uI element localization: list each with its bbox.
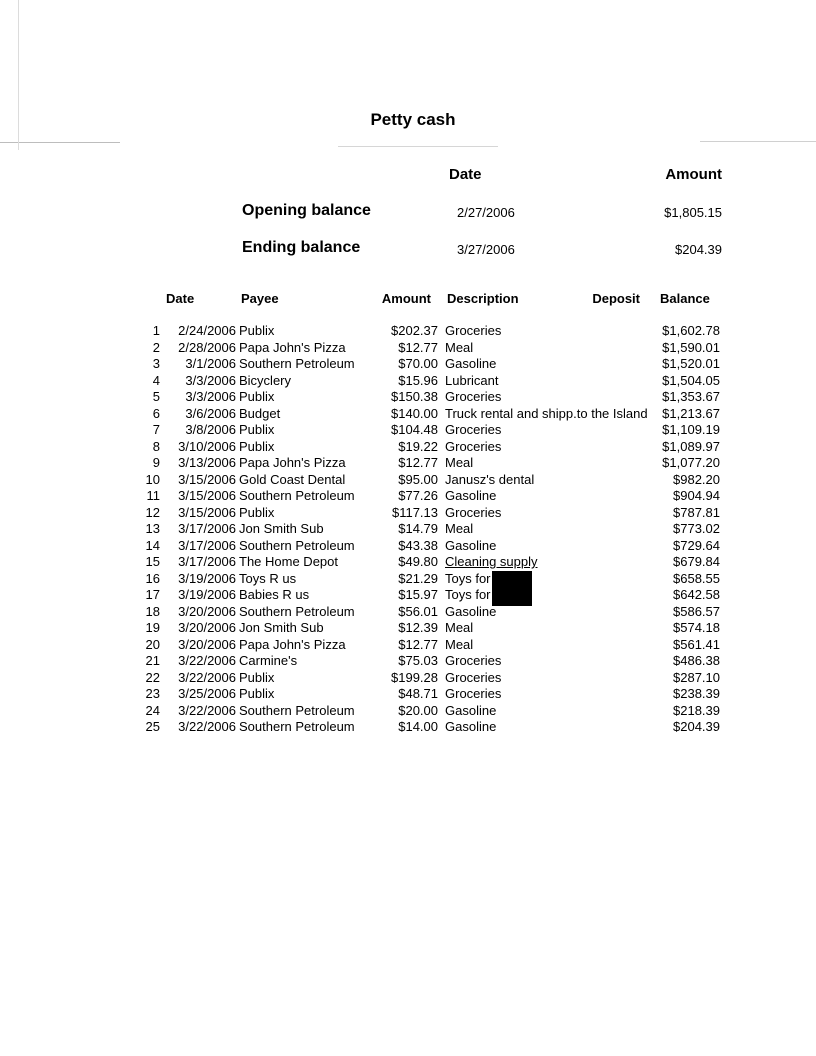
table-row: [0, 604, 816, 621]
row-balance: $1,590.01: [662, 339, 720, 355]
row-description: [445, 653, 501, 670]
table-row: [0, 406, 816, 423]
row-payee: Carmine's: [239, 653, 298, 668]
row-date: 3/19/2006: [178, 587, 236, 602]
row-amount: $70.00: [398, 356, 438, 371]
row-payee: Southern Petroleum: [239, 603, 355, 619]
row-balance: $679.84: [673, 554, 720, 569]
row-payee: Publix: [239, 438, 275, 454]
row-amount: $12.77: [398, 339, 438, 355]
row-description: [445, 488, 496, 505]
row-number: 20: [145, 636, 160, 652]
row-balance: $1,602.78: [662, 323, 720, 338]
row-date: 3/22/2006: [178, 653, 236, 668]
row-description-text: Groceries: [445, 686, 502, 701]
row-number: 21: [145, 653, 160, 668]
row-amount: $15.97: [398, 587, 438, 602]
row-number: 19: [145, 620, 160, 635]
row-date: 3/3/2006: [185, 389, 236, 404]
table-row: [0, 686, 816, 703]
row-balance: $561.41: [673, 636, 720, 652]
row-balance: $204.39: [673, 719, 720, 734]
row-balance: $1,520.01: [662, 356, 720, 371]
row-balance: $574.18: [673, 620, 720, 635]
table-row: [0, 587, 816, 604]
ledger-rows: [0, 323, 816, 736]
row-description-text: Groceries: [445, 653, 502, 668]
row-amount: $56.01: [398, 603, 438, 619]
row-amount: $14.79: [398, 521, 438, 536]
row-number: 12: [145, 504, 160, 520]
row-description-text: Meal: [445, 339, 474, 355]
row-amount: $150.38: [391, 389, 438, 404]
row-date: 3/3/2006: [185, 372, 236, 388]
table-row: [0, 637, 816, 654]
row-description-text: Groceries: [445, 389, 502, 404]
page-title: Petty cash: [370, 110, 456, 129]
row-description-text: Meal: [445, 521, 474, 536]
row-date: 3/22/2006: [178, 669, 236, 685]
summary-date-header: Date: [449, 166, 482, 183]
row-description: [445, 637, 473, 654]
row-number: 23: [145, 686, 160, 701]
row-amount: $75.03: [398, 653, 438, 668]
row-number: 24: [145, 702, 160, 718]
row-balance: $1,077.20: [662, 455, 720, 470]
row-payee: Publix: [239, 422, 275, 437]
header-amount: Amount: [381, 291, 431, 306]
row-amount: $140.00: [391, 405, 438, 421]
row-date: 3/6/2006: [185, 405, 236, 421]
row-date: 2/24/2006: [178, 323, 236, 338]
row-description-text: Truck rental and shipp.to the Island: [445, 405, 648, 421]
row-payee: Southern Petroleum: [239, 702, 355, 718]
row-balance: $486.38: [673, 653, 720, 668]
row-description: [445, 670, 501, 687]
row-date: 3/25/2006: [178, 686, 236, 701]
table-row: [0, 323, 816, 340]
row-payee: Jon Smith Sub: [239, 521, 324, 536]
row-description-text: Gasoline: [445, 356, 497, 371]
table-row: [0, 538, 816, 555]
row-description: [445, 373, 498, 390]
header-balance: Balance: [660, 291, 710, 306]
row-balance: $1,353.67: [662, 389, 720, 404]
table-row: [0, 488, 816, 505]
row-description-text: Meal: [445, 620, 474, 635]
row-description: [445, 323, 501, 340]
row-description-text: Groceries: [445, 669, 502, 685]
row-date: 3/1/2006: [185, 356, 236, 371]
row-description: [445, 521, 473, 538]
row-date: 3/17/2006: [178, 554, 236, 569]
row-description: [445, 439, 501, 456]
row-number: 22: [145, 669, 160, 685]
header-date: Date: [166, 291, 195, 306]
row-payee: Papa John's Pizza: [239, 455, 346, 470]
row-payee: Budget: [239, 405, 281, 421]
row-amount: $20.00: [398, 702, 438, 718]
row-number: 11: [146, 488, 160, 503]
ending-balance-label: Ending balance: [242, 239, 361, 256]
row-description: [445, 686, 501, 703]
row-balance: $1,213.67: [662, 405, 720, 421]
row-number: 17: [145, 587, 160, 602]
row-description-text: Meal: [445, 455, 474, 470]
row-number: 9: [152, 455, 160, 470]
table-row: [0, 389, 816, 406]
row-description: [445, 455, 473, 472]
row-number: 13: [145, 521, 160, 536]
row-number: 4: [152, 372, 160, 388]
row-number: 2: [152, 339, 160, 355]
row-balance: $982.20: [673, 471, 720, 487]
row-description-text: Groceries: [445, 422, 502, 437]
row-balance: $904.94: [673, 488, 720, 503]
row-payee: Southern Petroleum: [239, 537, 355, 553]
row-date: 3/15/2006: [178, 488, 236, 503]
summary-amount-header: Amount: [665, 166, 722, 183]
row-number: 25: [145, 719, 160, 734]
table-row: [0, 505, 816, 522]
row-number: 7: [152, 422, 160, 437]
row-description: [445, 620, 473, 637]
row-amount: $15.96: [398, 372, 438, 388]
row-payee: Publix: [239, 669, 275, 685]
row-description-text: Lubricant: [445, 372, 499, 388]
row-description-text: Groceries: [445, 323, 502, 338]
row-balance: $658.55: [673, 570, 720, 586]
opening-balance-amount: $1,805.15: [664, 205, 722, 220]
row-description: [445, 538, 496, 555]
scan-artifact-line: [700, 141, 816, 142]
row-description-text: Groceries: [445, 438, 502, 454]
row-balance: $773.02: [673, 521, 720, 536]
row-payee: Southern Petroleum: [239, 488, 355, 503]
row-balance: $1,109.19: [662, 422, 720, 437]
row-description: [445, 340, 473, 357]
row-date: 2/28/2006: [178, 339, 236, 355]
row-amount: $95.00: [398, 471, 438, 487]
row-description-text: Gasoline: [445, 488, 497, 503]
row-balance: $238.39: [673, 686, 720, 701]
row-date: 3/15/2006: [178, 504, 236, 520]
row-payee: Jon Smith Sub: [239, 620, 324, 635]
table-row: [0, 719, 816, 736]
row-date: 3/20/2006: [178, 620, 236, 635]
row-number: 14: [145, 537, 160, 553]
row-description: [445, 356, 496, 373]
row-description-text: Cleaning supply: [445, 554, 538, 569]
row-number: 10: [145, 471, 160, 487]
row-date: 3/17/2006: [178, 537, 236, 553]
row-description: [445, 604, 496, 621]
row-date: 3/20/2006: [178, 603, 236, 619]
row-date: 3/15/2006: [178, 471, 236, 487]
ledger-table: [0, 291, 816, 736]
row-amount: $12.39: [398, 620, 438, 635]
table-row: [0, 439, 816, 456]
table-row: [0, 356, 816, 373]
row-amount: $117.13: [391, 504, 438, 520]
row-number: 3: [152, 356, 160, 371]
table-row: [0, 521, 816, 538]
header-payee: Payee: [241, 291, 279, 306]
opening-balance-label: Opening balance: [242, 202, 371, 219]
row-balance: $1,504.05: [662, 372, 720, 388]
row-amount: $77.26: [398, 488, 438, 503]
row-date: 3/20/2006: [178, 636, 236, 652]
table-row: [0, 670, 816, 687]
row-description-text: Gasoline: [445, 537, 497, 553]
row-date: 3/22/2006: [178, 719, 236, 734]
row-balance: $218.39: [673, 702, 720, 718]
row-amount: $104.48: [391, 422, 438, 437]
row-amount: $49.80: [398, 554, 438, 569]
row-date: 3/8/2006: [185, 422, 236, 437]
row-number: 8: [152, 438, 160, 454]
table-row: [0, 703, 816, 720]
row-payee: Toys R us: [239, 570, 297, 586]
row-payee: Publix: [239, 389, 275, 404]
row-amount: $14.00: [398, 719, 438, 734]
row-description-text: Groceries: [445, 504, 502, 520]
table-row: [0, 653, 816, 670]
table-row: [0, 373, 816, 390]
row-description: [445, 554, 538, 571]
row-description: [445, 389, 501, 406]
row-amount: $19.22: [398, 438, 438, 454]
ending-balance-date: 3/27/2006: [457, 242, 515, 257]
row-date: 3/19/2006: [178, 570, 236, 586]
row-payee: Publix: [239, 504, 275, 520]
table-row: [0, 455, 816, 472]
row-payee: Publix: [239, 686, 275, 701]
row-amount: $48.71: [398, 686, 438, 701]
row-date: 3/22/2006: [178, 702, 236, 718]
row-amount: $202.37: [391, 323, 438, 338]
row-description-text: Janusz's dental: [445, 471, 535, 487]
row-amount: $12.77: [398, 455, 438, 470]
table-row: [0, 472, 816, 489]
row-balance: $642.58: [673, 587, 720, 602]
row-description: [445, 422, 501, 439]
row-description: [445, 505, 501, 522]
row-date: 3/10/2006: [178, 438, 236, 454]
row-description-text: Meal: [445, 636, 474, 652]
row-payee: The Home Depot: [239, 554, 338, 569]
scan-artifact-line: [338, 146, 498, 147]
row-payee: Publix: [239, 323, 275, 338]
row-payee: Papa John's Pizza: [239, 339, 346, 355]
row-balance: $287.10: [673, 669, 720, 685]
row-payee: Southern Petroleum: [239, 356, 355, 371]
row-balance: $729.64: [673, 537, 720, 553]
row-payee: Bicyclery: [239, 372, 292, 388]
row-balance: $1,089.97: [662, 438, 720, 454]
row-amount: $12.77: [398, 636, 438, 652]
row-payee: Southern Petroleum: [239, 719, 355, 734]
row-description-text: Gasoline: [445, 603, 497, 619]
row-number: 6: [152, 405, 160, 421]
header-deposit: Deposit: [592, 291, 640, 306]
row-date: 3/17/2006: [178, 521, 236, 536]
row-number: 16: [145, 570, 160, 586]
row-description-text: Gasoline: [445, 719, 497, 734]
row-payee: Gold Coast Dental: [239, 471, 346, 487]
table-row: [0, 340, 816, 357]
row-description-text: Gasoline: [445, 702, 497, 718]
row-description-text: Toys for: [445, 587, 491, 602]
header-description: Description: [447, 291, 519, 306]
row-amount: $43.38: [398, 537, 438, 553]
row-description: [445, 719, 496, 736]
row-description-text: Toys for: [445, 570, 491, 586]
table-row: [0, 620, 816, 637]
ending-balance-amount: $204.39: [675, 242, 722, 257]
row-amount: $199.28: [391, 669, 438, 685]
row-number: 18: [145, 603, 160, 619]
ledger-header-row: [0, 291, 816, 309]
row-number: 5: [152, 389, 160, 404]
row-description: [445, 472, 534, 489]
opening-balance-date: 2/27/2006: [457, 205, 515, 220]
row-number: 15: [145, 554, 160, 569]
table-row: [0, 554, 816, 571]
row-description: [445, 703, 496, 720]
row-payee: Papa John's Pizza: [239, 636, 346, 652]
row-balance: $586.57: [673, 603, 720, 619]
row-balance: $787.81: [673, 504, 720, 520]
row-description: [445, 406, 648, 423]
table-row: [0, 571, 816, 588]
row-date: 3/13/2006: [178, 455, 236, 470]
row-number: 1: [152, 323, 160, 338]
row-amount: $21.29: [398, 570, 438, 586]
row-payee: Babies R us: [239, 587, 310, 602]
table-row: [0, 422, 816, 439]
